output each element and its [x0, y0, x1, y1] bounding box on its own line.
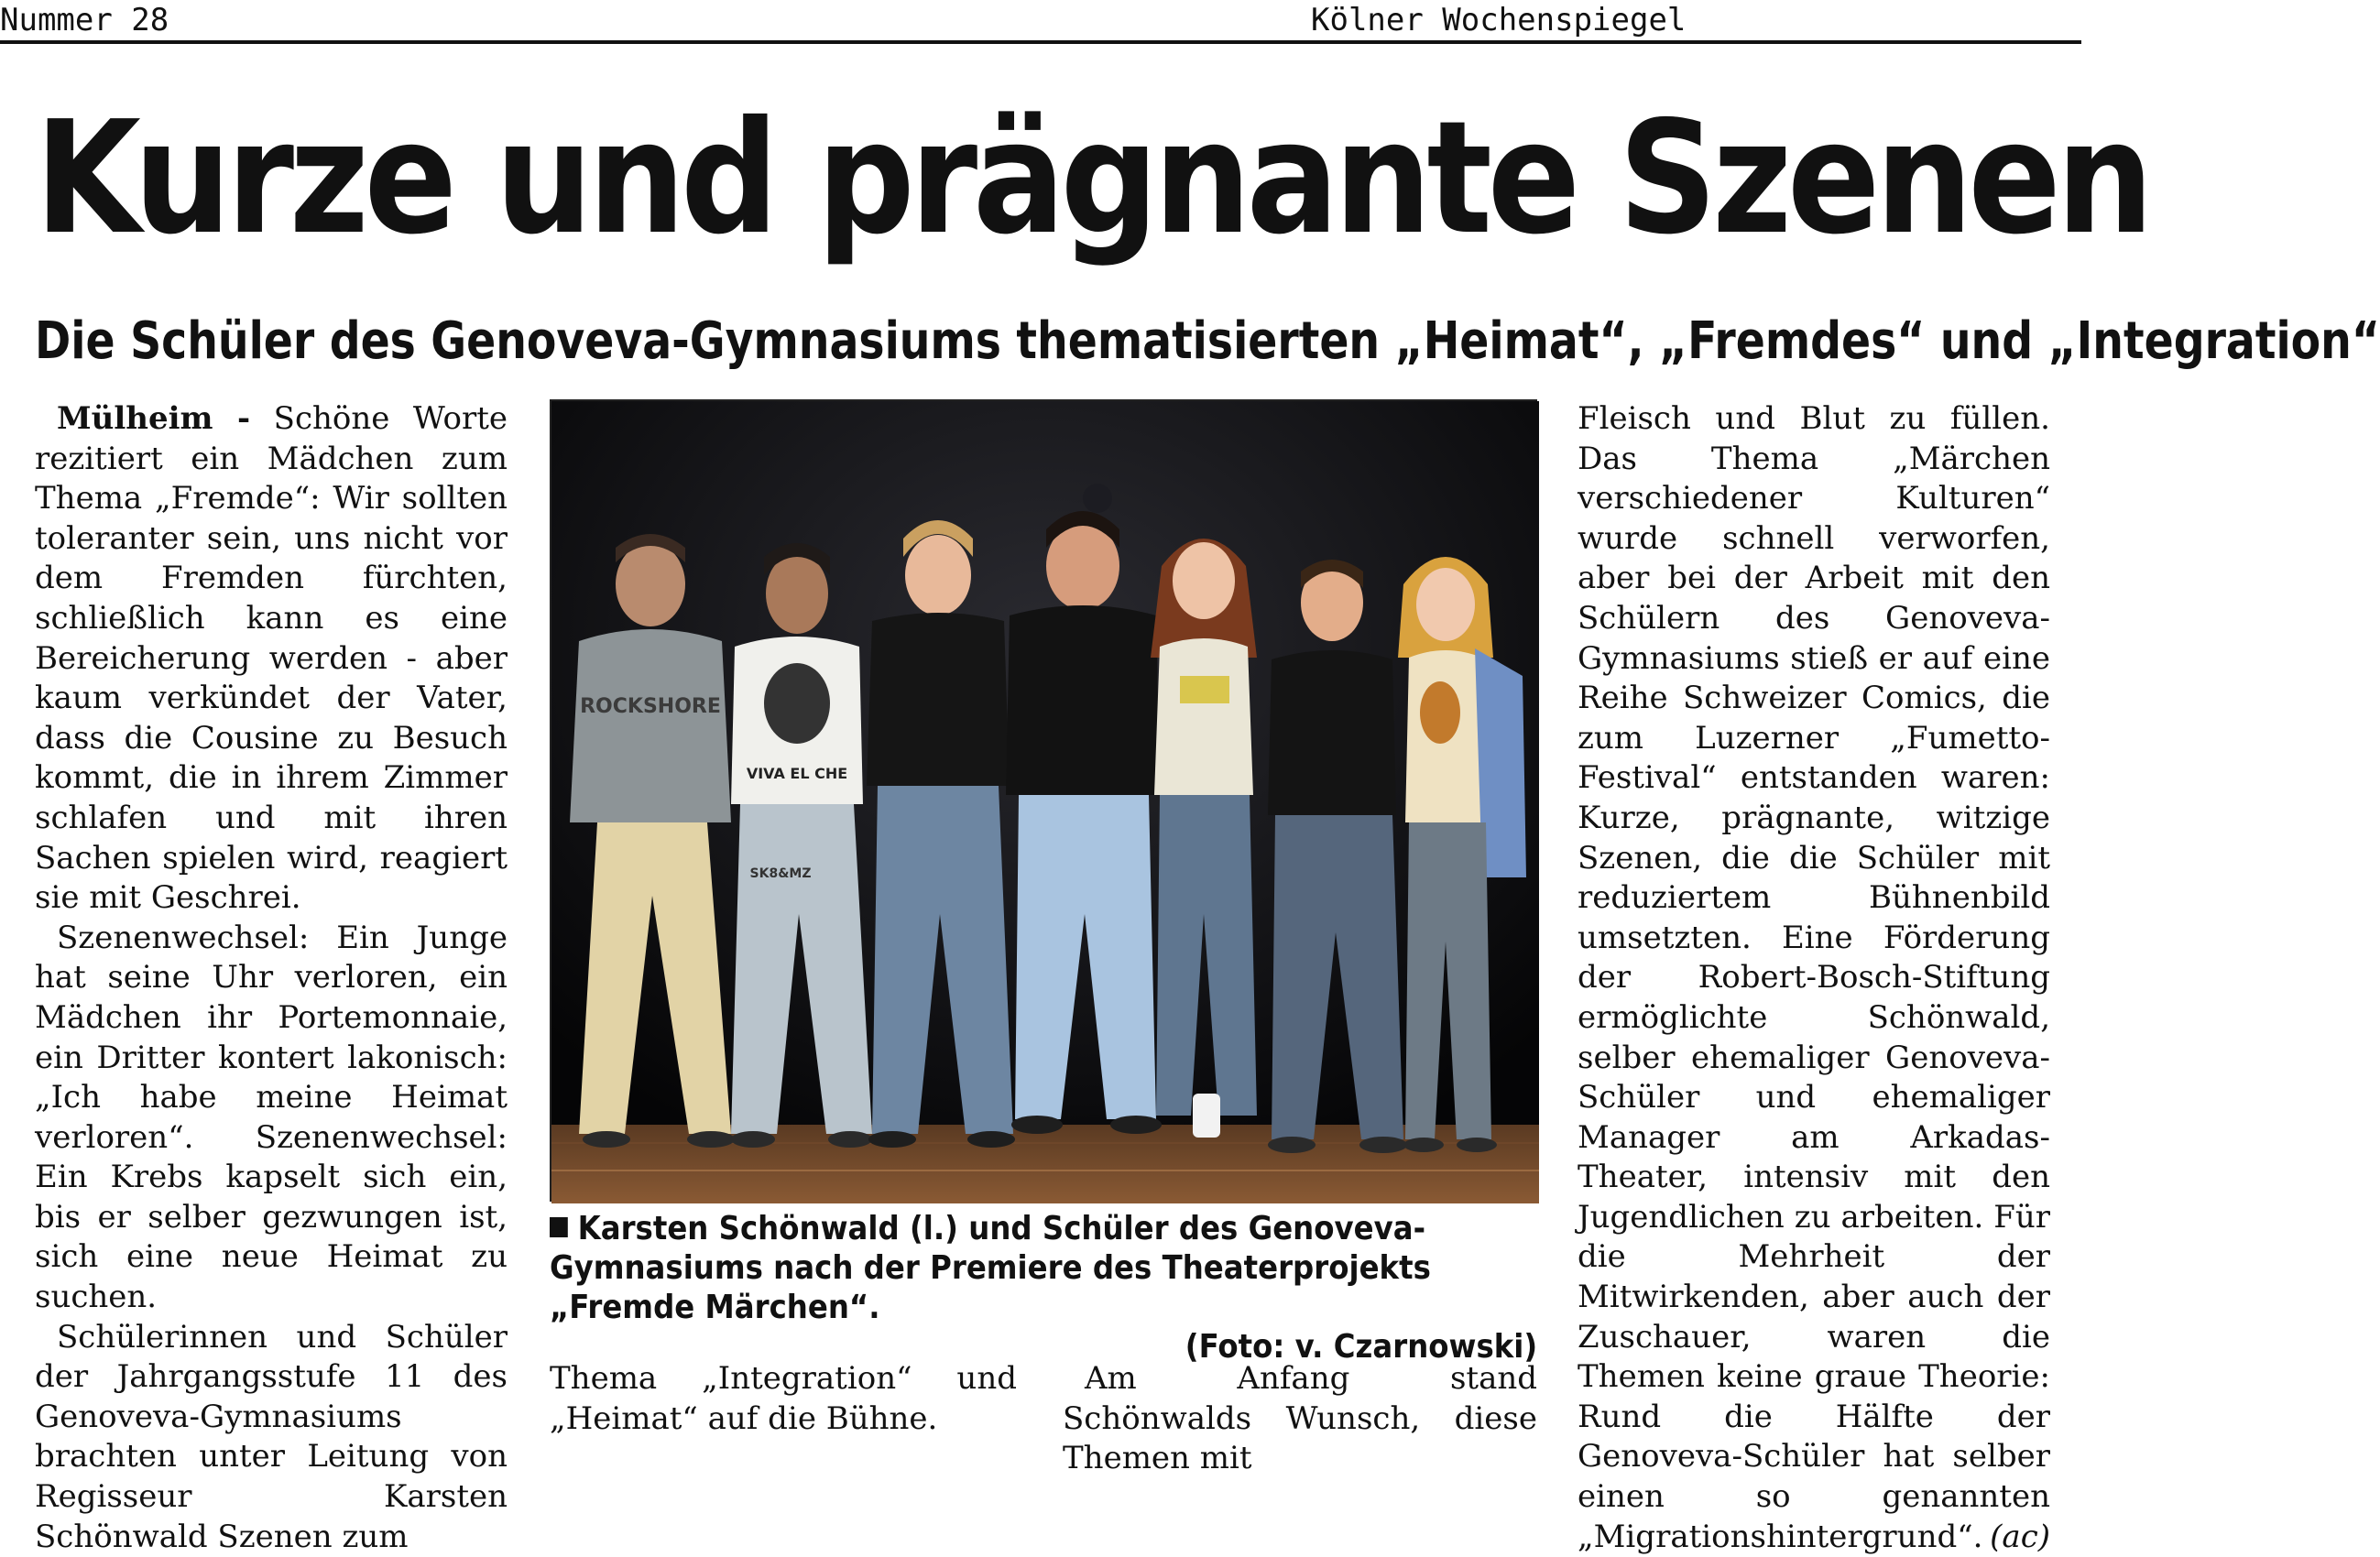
photo-caption [550, 1209, 1537, 1366]
paragraph-1 [35, 399, 508, 919]
shirt-text-1: ROCKSHORE [580, 695, 721, 718]
group-photo-illustration [551, 401, 1539, 1203]
dateline: Mülheim - [57, 400, 251, 437]
headline: Kurze und prägnante Szenen [35, 88, 2149, 269]
column-2-text: Thema „Integration“ und „Heimat“ auf die Bühne. [550, 1360, 1017, 1437]
photo-credit: (Foto: v. Czarnowski) [1185, 1328, 1538, 1366]
caption-bullet-icon [550, 1217, 568, 1237]
article-column-4 [1578, 399, 2050, 1557]
column-3-text: Am Anfang stand Schönwalds Wunsch, diese Themen mit [1063, 1360, 1537, 1477]
caption-text: Karsten Schönwald (l.) und Schüler des Genoveva-Gymnasiums nach der Premiere des Theaterprojekts „Fremde Märchen“. [550, 1210, 1431, 1326]
paragraph-1-text: Schöne Worte rezitiert ein Mädchen zum Thema „Fremde“: Wir sollten toleranter sein, uns nicht vor dem Fremden fürchten, schließlich kann es eine Bereicherung werden - aber kaum verkündet der Vater, dass die Cousine zu Besuch kommt, die in ihrem Zimmer schlafen und mit ihren Sachen spielen wird, reagiert sie mit Geschrei. [35, 400, 508, 917]
column-4-text [1578, 399, 2050, 1557]
paragraph-3: Schülerinnen und Schüler der Jahrgangsstufe 11 des Genoveva-Gymnasiums brachten unter Leitung von Regisseur Karsten Schönwald Szenen zum [35, 1318, 508, 1555]
shirt-text-2: VIVA EL CHE [746, 765, 848, 782]
column-4-body: Fleisch und Blut zu füllen. Das Thema „Märchen verschiedener Kulturen“ wurde schnell verworfen, aber bei der Arbeit mit den Schülern des Genoveva-Gymnasiums stieß er auf eine Reihe Schweizer Comics, die zum Luzerner „Fumetto-Festival“ entstanden waren: Kurze, prägnante, witzige Szenen, die die Schüler mit reduziertem Bühnenbild umsetzten. Eine Förderung der Robert-Bosch-Stiftung ermöglichte Schönwald, selber ehemaliger Genoveva-Schüler und ehemaliger Manager am Arkadas-Theater, intensiv mit den Jugendlichen zu arbeiten. Für die Mehrheit der Mitwirkenden, aber auch der Zuschauer, waren die Themen keine graue Theorie: Rund die Hälfte der Genoveva-Schüler hat selber einen so genannten „Migrationshintergrund“. [1578, 400, 2050, 1555]
jeans-patch-text: SK8&MZ [749, 866, 812, 881]
subheadline: Die Schüler des Genoveva-Gymnasiums thematisierten „Heimat“, „Fremdes“ und „Integration“ [35, 311, 2380, 371]
newspaper-name: Kölner Wochenspiegel [1311, 2, 1687, 38]
stage-photo [550, 399, 1537, 1202]
article-column-3 [1063, 1359, 1537, 1479]
masthead [0, 0, 2081, 44]
article-column-2 [550, 1359, 1017, 1439]
paragraph-2: Szenenwechsel: Ein Junge hat seine Uhr verloren, ein Mädchen ihr Portemonnaie, ein Dritter kontert lakonisch: „Ich habe meine Heimat verloren“. Szenenwechsel: Ein Krebs kapselt sich ein, bis er selber gezwungen ist, sich eine neue Heimat zu suchen. [35, 919, 508, 1316]
author-signature: (ac) [1990, 1518, 2050, 1555]
article-column-1 [35, 399, 508, 1557]
issue-number: Nummer 28 [0, 2, 169, 38]
